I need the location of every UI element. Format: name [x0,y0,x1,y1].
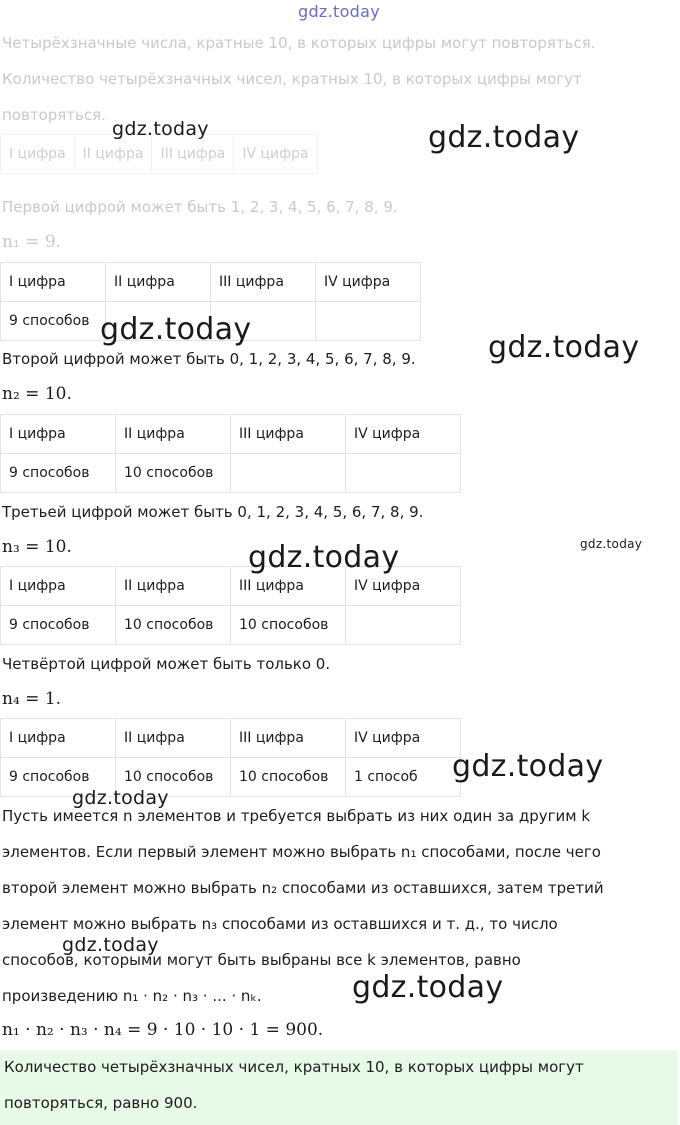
digits-table-4 [0,718,461,797]
table-cell: 10 способов [231,758,346,797]
table-header-cell: I цифра [1,135,75,174]
table-cell [316,302,421,341]
step4-n: n₄ = 1. [2,689,62,709]
table-row [1,758,461,797]
step3-n: n₃ = 10. [2,537,72,557]
table-cell: 9 способов [1,454,116,493]
table-cell: 10 способов [116,454,231,493]
table-header-cell: II цифра [116,567,231,606]
table-header-cell: IV цифра [316,263,421,302]
table-header-cell: IV цифра [234,135,317,174]
problem-title: Четырёхзначные числа, кратные 10, в которых цифры могут повторяться. [2,34,596,52]
table-cell [346,454,461,493]
table-cell [346,606,461,645]
table-row [1,263,421,302]
table-cell: 10 способов [231,606,346,645]
table-header-cell: I цифра [1,263,106,302]
answer-line-2: повторяться, равно 900. [4,1094,198,1112]
table-cell [231,454,346,493]
step4-text: Четвёртой цифрой может быть только 0. [2,655,331,673]
watermark: gdz.today [100,312,252,347]
table-row [1,454,461,493]
answer-box [0,1050,678,1125]
table-cell: 10 способов [116,758,231,797]
question-line-1: Количество четырёхзначных чисел, кратных 10, в которых цифры могут [2,70,582,88]
empty-digits-table [0,134,318,174]
step2-n: n₂ = 10. [2,384,72,404]
rule-line-6: произведению n₁ · n₂ · n₃ · ... · nₖ. [2,987,262,1005]
table-row [1,415,461,454]
table-header-cell: III цифра [231,415,346,454]
table-header-cell: II цифра [74,135,152,174]
step1-text: Первой цифрой может быть 1, 2, 3, 4, 5, 6, 7, 8, 9. [2,198,398,216]
table-header-cell: IV цифра [346,415,461,454]
table-cell: 1 способ [346,758,461,797]
watermark-top: gdz.today [298,2,380,21]
table-cell: 10 способов [116,606,231,645]
step1-n: n₁ = 9. [2,232,62,252]
table-header-cell: III цифра [152,135,234,174]
step3-text: Третьей цифрой может быть 0, 1, 2, 3, 4, 5, 6, 7, 8, 9. [2,503,424,521]
answer-line-1: Количество четырёхзначных чисел, кратных 10, в которых цифры могут [4,1058,584,1076]
watermark: gdz.today [352,970,504,1005]
table-header-cell: II цифра [116,415,231,454]
watermark: gdz.today [488,330,640,365]
table-header-cell: IV цифра [346,567,461,606]
table-header-cell: I цифра [1,415,116,454]
table-header-cell: II цифра [106,263,211,302]
rule-line-5: способов, которыми могут быть выбраны все k элементов, равно [2,951,521,969]
table-header-cell: II цифра [116,719,231,758]
watermark: gdz.today [248,540,400,575]
calculation: n₁ · n₂ · n₃ · n₄ = 9 · 10 · 10 · 1 = 900. [2,1020,324,1040]
rule-line-3: второй элемент можно выбрать n₂ способами из оставшихся, затем третий [2,879,604,897]
digits-table-2 [0,414,461,493]
watermark: gdz.today [112,118,209,140]
watermark: gdz.today [580,537,643,551]
table-header-cell: III цифра [231,567,346,606]
table-cell: 9 способов [1,758,116,797]
question-line-2: повторяться. [2,106,106,124]
watermark: gdz.today [452,749,604,784]
rule-line-2: элементов. Если первый элемент можно выбрать n₁ способами, после чего [2,843,601,861]
step2-text: Второй цифрой может быть 0, 1, 2, 3, 4, 5, 6, 7, 8, 9. [2,350,416,368]
digits-table-3 [0,566,461,645]
rule-line-4: элемент можно выбрать n₃ способами из оставшихся и т. д., то число [2,915,558,933]
watermark: gdz.today [72,787,169,809]
watermark: gdz.today [428,120,580,155]
table-header-cell: I цифра [1,567,116,606]
table-cell: 9 способов [1,606,116,645]
table-row [1,719,461,758]
rule-line-1: Пусть имеется n элементов и требуется выбрать из них один за другим k [2,807,591,825]
table-header-cell: III цифра [231,719,346,758]
table-header-cell: I цифра [1,719,116,758]
table-header-cell: IV цифра [346,719,461,758]
table-cell: 9 способов [1,302,106,341]
table-row [1,135,318,174]
watermark: gdz.today [62,934,159,956]
table-row [1,606,461,645]
table-header-cell: III цифра [211,263,316,302]
